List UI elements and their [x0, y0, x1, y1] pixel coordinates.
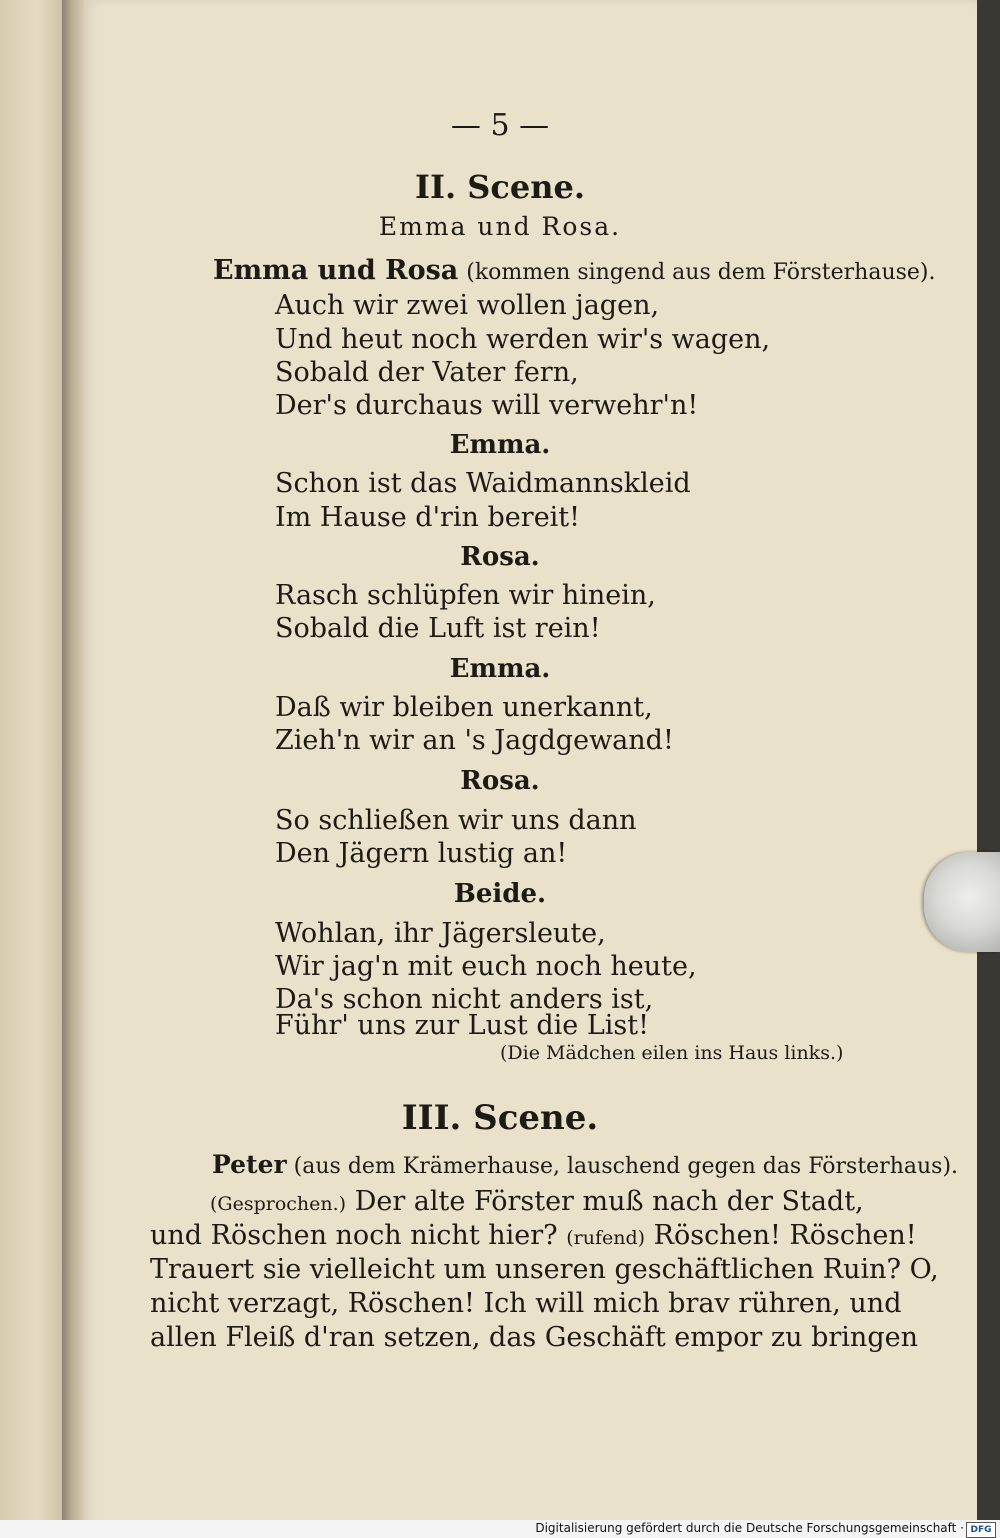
verse-line: Rasch schlüpfen wir hinein,	[275, 580, 656, 611]
speaker-emma: Emma.	[449, 654, 551, 684]
speaker-name: Emma und Rosa	[213, 255, 459, 286]
page-number: — 5 —	[450, 108, 550, 143]
speaker-emma: Emma.	[449, 430, 551, 460]
exit-stage-direction: (Die Mädchen eilen ins Haus links.)	[500, 1042, 844, 1064]
speaker-rosa: Rosa.	[460, 542, 540, 572]
dfg-logo: DFG	[966, 1522, 996, 1538]
verse-line: Zieh'n wir an 's Jagdgewand!	[275, 725, 674, 756]
verse-line: Daß wir bleiben unerkannt,	[275, 692, 653, 723]
scene-3-title: III. Scene.	[401, 1098, 599, 1138]
verse-line: Den Jägern lustig an!	[275, 838, 568, 869]
verse-line: Sobald der Vater fern,	[275, 357, 579, 388]
prose-text: Röschen! Röschen!	[653, 1220, 917, 1251]
prose-line	[150, 1220, 917, 1251]
prose-line: Trauert sie vielleicht um unseren geschäftlichen Ruin? O,	[150, 1254, 939, 1285]
scene-2-title: II. Scene.	[415, 168, 585, 206]
verse-line: Wohlan, ihr Jägersleute,	[275, 918, 606, 949]
prose-line	[210, 1186, 864, 1217]
speaker-name: Peter	[212, 1150, 287, 1179]
speaker-rosa: Rosa.	[460, 766, 540, 796]
speaker-both: Beide.	[453, 879, 547, 909]
verse-line: Der's durchaus will verwehr'n!	[275, 390, 699, 421]
verse-line: Und heut noch werden wir's wagen,	[275, 324, 771, 355]
calling-marker: (rufend)	[566, 1227, 646, 1249]
digitization-credit: Digitalisierung gefördert durch die Deutsche Forschungsgemeinschaft ·	[535, 1521, 964, 1535]
spoken-marker: (Gesprochen.)	[210, 1193, 347, 1215]
verse-line: Auch wir zwei wollen jagen,	[275, 290, 660, 321]
verse-line: Wir jag'n mit euch noch heute,	[275, 951, 697, 982]
scene-2-cast: Emma und Rosa.	[378, 212, 622, 241]
prose-line: nicht verzagt, Röschen! Ich will mich brav rühren, und	[150, 1288, 902, 1319]
verse-line: Führ' uns zur Lust die List!	[275, 1010, 649, 1041]
stage-direction: (kommen singend aus dem Försterhause).	[466, 260, 936, 285]
verse-line: Da's schon nicht anders ist,	[275, 984, 654, 1015]
verse-line: Sobald die Luft ist rein!	[275, 613, 601, 644]
prose-line: allen Fleiß d'ran setzen, das Geschäft empor zu bringen	[150, 1322, 918, 1353]
scene-3-speaker-line	[212, 1150, 958, 1179]
prose-text: und Röschen noch nicht hier?	[150, 1220, 558, 1251]
verse-line: So schließen wir uns dann	[275, 805, 637, 836]
stage-direction: (aus dem Krämerhause, lauschend gegen das Försterhaus).	[293, 1154, 959, 1179]
prose-text: Der alte Förster muß nach der Stadt,	[354, 1186, 864, 1217]
verse-line: Schon ist das Waidmannskleid	[275, 468, 691, 499]
verse-line: Im Hause d'rin bereit!	[275, 502, 581, 533]
scene-2-speaker-line	[213, 255, 936, 286]
